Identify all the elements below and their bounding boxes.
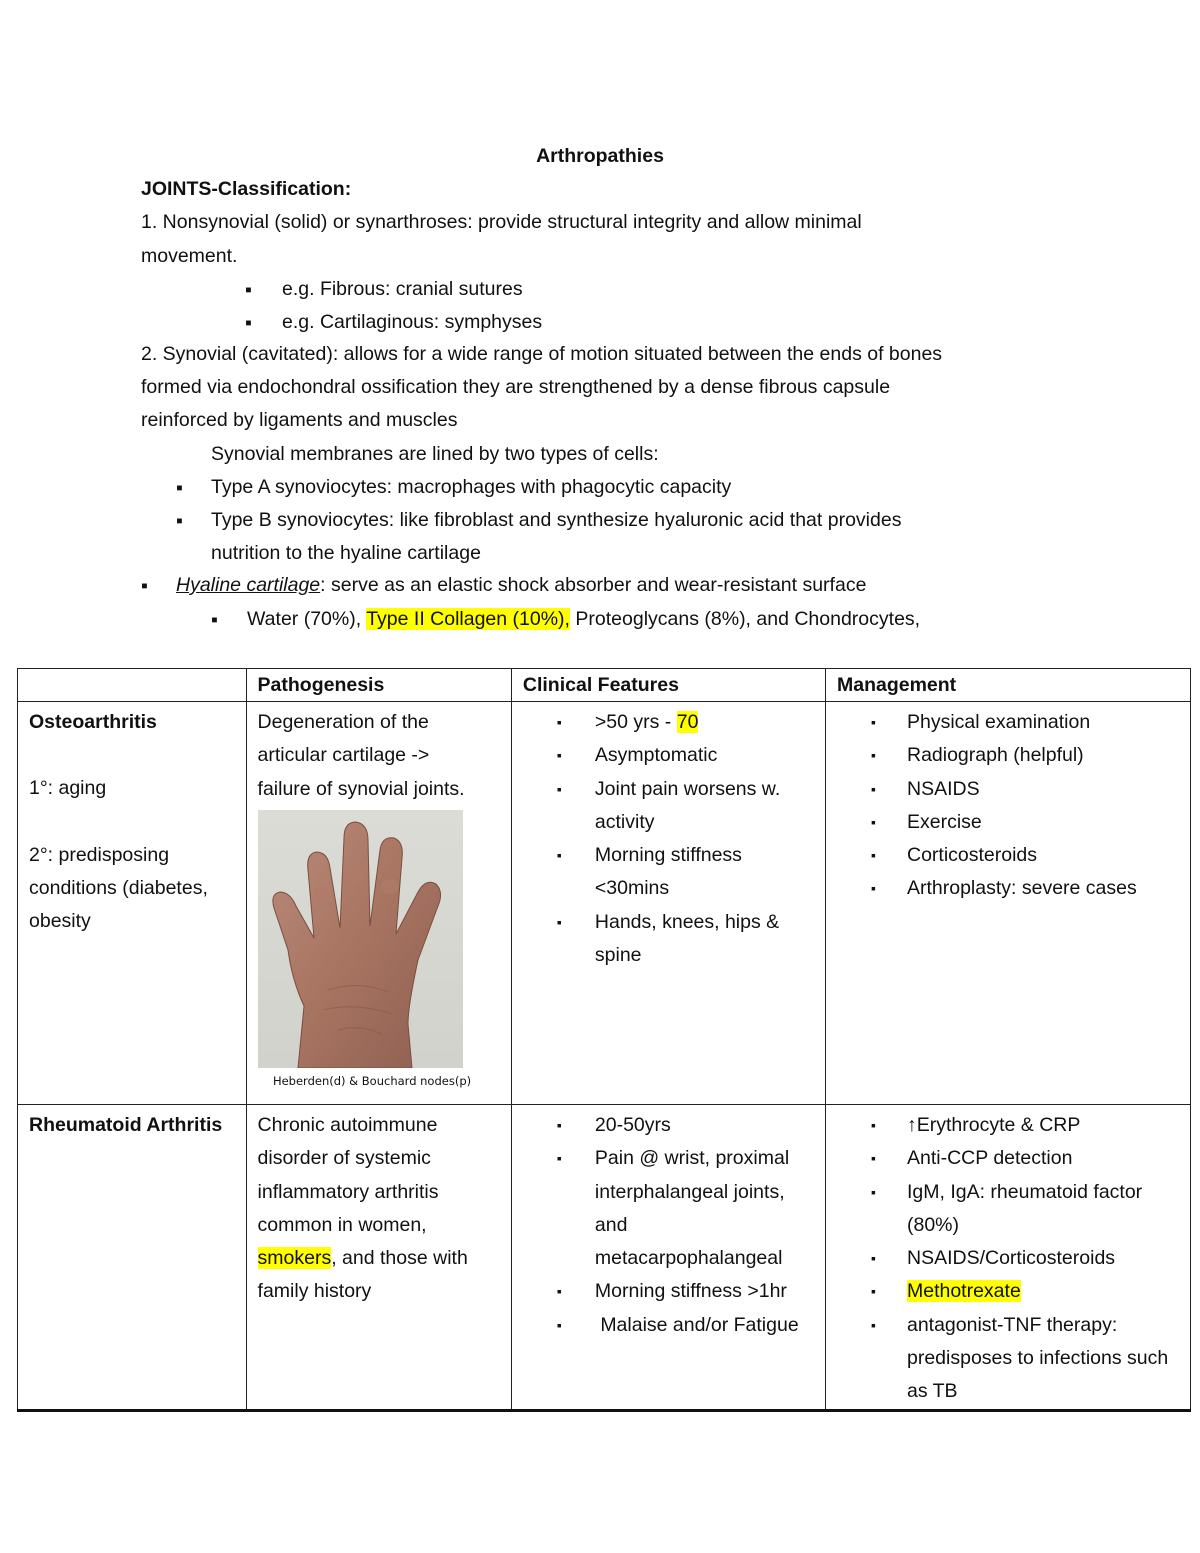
ra-pathogenesis-cell [246,1105,511,1411]
bullet-square-icon: ▪ [245,312,252,334]
header-pathogenesis: Pathogenesis [246,669,511,702]
header-management: Management [825,669,1190,702]
oa-management-cell [825,702,1190,1105]
hand-photo [258,810,463,1068]
list-item: ▪ Morning stiffness <30mins [523,839,815,906]
ra-pathogenesis-post: , and those with family history [257,1247,468,1303]
hyaline-term: Hyaline cartilage [176,574,321,596]
ra-methotrexate-highlight: Methotrexate [906,1280,1021,1303]
list-item: ▪ Hands, knees, hips & spine [523,906,815,973]
oa-age-pre: >50 yrs - [594,711,677,733]
list-item [837,1275,1180,1308]
example-cartilaginous: e.g. Cartilaginous: symphyses [282,311,543,333]
list-item: ▪ Radiograph (helpful) [837,739,1180,772]
item2-line2: formed via endochondral ossification they are strengthened by a dense fibrous capsule [141,376,891,398]
ra-pathogenesis-highlight: smokers [257,1247,332,1270]
ra-clinical-cell [511,1105,825,1411]
oa-clinical-list [523,706,815,972]
list-item: ▪ Morning stiffness >1hr [523,1275,815,1308]
composition-highlight: Type II Collagen (10%), [366,608,570,630]
oa-management-list [837,706,1180,906]
example-fibrous: e.g. Fibrous: cranial sutures [282,278,523,300]
bullet-square-icon: ▪ [141,575,148,597]
ra-management-list [837,1109,1180,1409]
oa-name-cell [18,702,247,1105]
list-item: ▪ Exercise [837,806,1180,839]
hand-illustration-icon [258,810,463,1068]
oa-pathogenesis-1: Degeneration of the [257,711,429,733]
list-item: ▪ NSAIDS/Corticosteroids [837,1242,1180,1275]
list-item: ▪ Asymptomatic [523,739,815,772]
arthropathies-table [17,668,1191,1412]
oa-name: Osteoarthritis [29,711,157,733]
item1-line1: 1. Nonsynovial (solid) or synarthroses: provide structural integrity and allow minimal [141,211,862,233]
oa-pathogenesis-3: failure of synovial joints. [257,777,465,800]
item2-line3: reinforced by ligaments and muscles [141,409,458,431]
ra-management-cell [825,1105,1190,1411]
list-item: ▪ NSAIDS [837,773,1180,806]
oa-secondary-3: obesity [29,910,91,933]
item1-line2: movement. [141,245,238,267]
hyaline-description: : serve as an elastic shock absorber and wear-resistant surface [320,574,867,596]
list-item: ▪ ↑Erythrocyte & CRP [837,1109,1180,1142]
bullet-square-icon: ▪ [245,279,252,301]
type-b-synoviocytes-line1: Type B synoviocytes: like fibroblast and synthesize hyaluronic acid that provides [211,509,902,531]
ra-clinical-list [523,1109,815,1342]
type-a-synoviocytes: Type A synoviocytes: macrophages with phagocytic capacity [211,476,732,498]
ra-name-cell [18,1105,247,1411]
table-header-row [18,669,1191,702]
synovial-intro: Synovial membranes are lined by two types of cells: [211,443,659,465]
item2-line1: 2. Synovial (cavitated): allows for a wide range of motion situated between the ends of bones [141,343,943,365]
list-item: ▪ IgM, IgA: rheumatoid factor (80%) [837,1176,1180,1243]
page-title: Arthropathies [536,145,664,167]
list-item: ▪ Arthroplasty: severe cases [837,872,1180,905]
ra-pathogenesis [258,1109,501,1309]
list-item: ▪ Joint pain worsens w. activity [523,773,815,840]
list-item: ▪ antagonist-TNF therapy: predisposes to infections such as TB [837,1309,1180,1409]
list-item: ▪ Malaise and/or Fatigue [523,1309,815,1342]
composition-pre: Water (70%), [247,608,367,630]
oa-primary: 1°: aging [29,777,107,800]
list-item: ▪ Anti-CCP detection [837,1142,1180,1175]
list-item: ▪ Corticosteroids [837,839,1180,872]
list-item: ▪ 20-50yrs [523,1109,815,1142]
section-heading: JOINTS-Classification: [141,178,352,200]
bullet-square-icon: ▪ [211,609,218,631]
oa-secondary-2: conditions (diabetes, [29,876,208,899]
oa-pathogenesis-2: articular cartilage -> [257,744,430,767]
bullet-square-icon: ▪ [176,477,183,499]
header-empty [18,669,247,702]
oa-age-highlight: 70 [676,711,699,733]
oa-secondary-1: 2°: predisposing [29,843,170,866]
oa-clinical-cell [511,702,825,1105]
hand-photo-caption: Heberden(d) & Bouchard nodes(p) [272,1073,472,1088]
header-clinical-features: Clinical Features [511,669,825,702]
table-row-osteoarthritis [18,702,1191,1105]
ra-pathogenesis-pre: Chronic autoimmune disorder of systemic inflammatory arthritis common in women, [257,1114,439,1236]
composition-post: Proteoglycans (8%), and Chondrocytes, [569,608,921,630]
list-item: ▪ Physical examination [837,706,1180,739]
oa-pathogenesis-cell [246,702,511,1105]
table-row-rheumatoid-arthritis [18,1105,1191,1411]
type-b-synoviocytes-line2: nutrition to the hyaline cartilage [211,542,481,564]
list-item [523,706,815,739]
hyaline-line [176,576,866,596]
composition-line [247,610,920,630]
list-item: ▪ Pain @ wrist, proximal interphalangeal joints, and metacarpophalangeal [523,1142,815,1275]
bullet-square-icon: ▪ [176,510,183,532]
ra-name: Rheumatoid Arthritis [29,1114,223,1136]
